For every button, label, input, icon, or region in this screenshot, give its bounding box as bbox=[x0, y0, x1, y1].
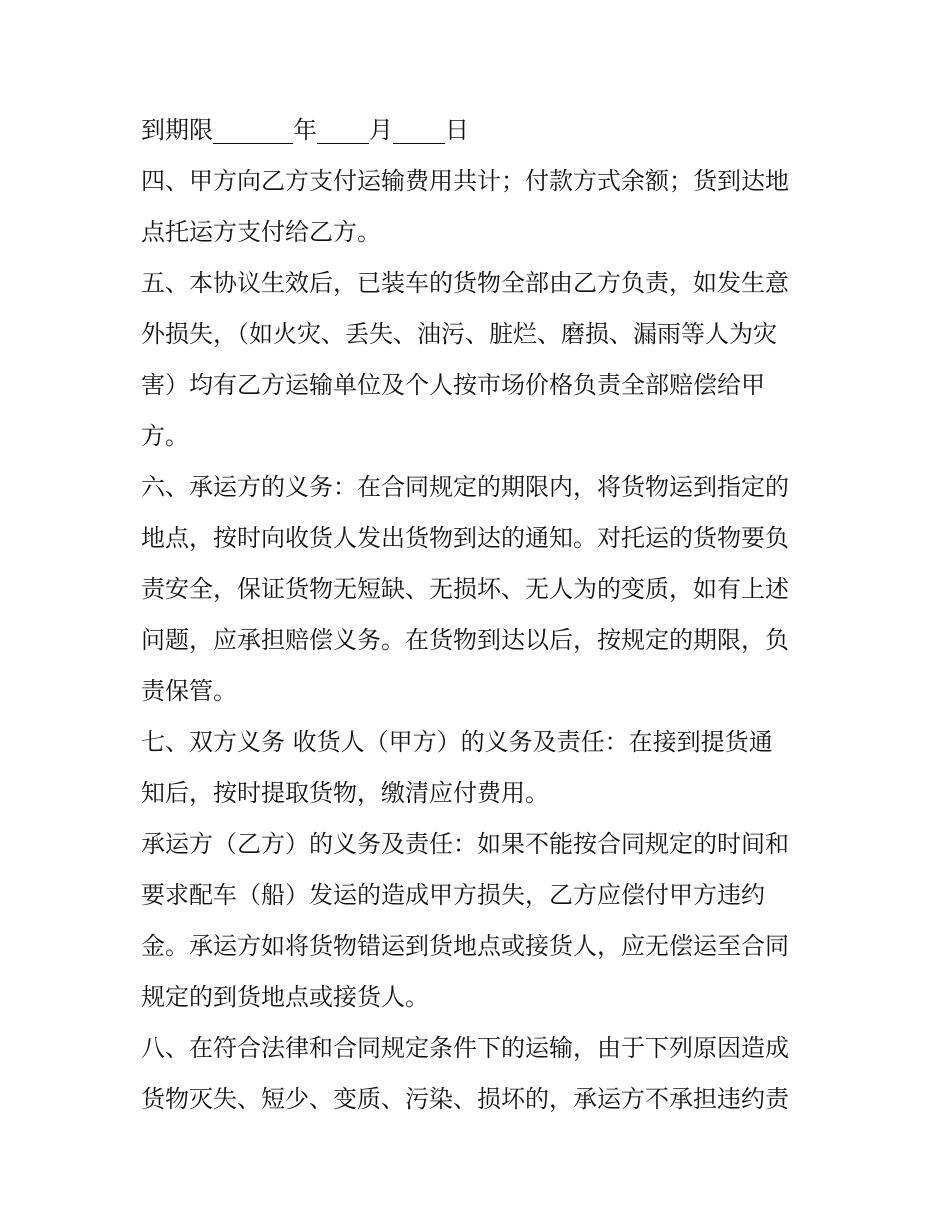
month-label: 月 bbox=[369, 116, 393, 144]
deadline-prefix: 到期限 bbox=[141, 116, 213, 144]
year-label: 年 bbox=[293, 116, 317, 144]
month-blank bbox=[317, 113, 369, 144]
text-line: 四、甲方向乙方支付运输费用共计；付款方式余额；货到达地 bbox=[141, 167, 789, 195]
year-blank bbox=[213, 113, 293, 144]
text-line: 八、在符合法律和合同规定条件下的运输，由于下列原因造成 bbox=[141, 1034, 789, 1062]
text-line: 规定的到货地点或接货人。 bbox=[141, 983, 429, 1011]
text-line: 外损失，（如火灾、丢失、油污、脏烂、磨损、漏雨等人为灾 bbox=[141, 320, 777, 348]
text-line: 知后，按时提取货物，缴清应付费用。 bbox=[141, 779, 549, 807]
text-line: 点托运方支付给乙方。 bbox=[141, 218, 381, 246]
text-line: 方。 bbox=[141, 422, 189, 450]
text-line: 金。承运方如将货物错运到货地点或接货人，应无偿运至合同 bbox=[141, 932, 789, 960]
text-line: 责保管。 bbox=[141, 677, 237, 705]
text-line: 害）均有乙方运输单位及个人按市场价格负责全部赔偿给甲 bbox=[141, 371, 765, 399]
text-line: 责安全，保证货物无短缺、无损坏、无人为的变质，如有上述 bbox=[141, 575, 789, 603]
text-line: 七、双方义务 收货人（甲方）的义务及责任：在接到提货通 bbox=[141, 728, 773, 756]
text-line: 六、承运方的义务：在合同规定的期限内，将货物运到指定的 bbox=[141, 473, 789, 501]
text-line: 地点，按时向收货人发出货物到达的通知。对托运的货物要负 bbox=[141, 524, 789, 552]
document-body bbox=[141, 105, 821, 1125]
text-line: 承运方（乙方）的义务及责任：如果不能按合同规定的时间和 bbox=[141, 830, 789, 858]
deadline-line bbox=[141, 105, 821, 156]
text-line: 要求配车（船）发运的造成甲方损失，乙方应偿付甲方违约 bbox=[141, 881, 765, 909]
day-label: 日 bbox=[445, 116, 469, 144]
text-line: 问题，应承担赔偿义务。在货物到达以后，按规定的期限，负 bbox=[141, 626, 789, 654]
day-blank bbox=[393, 113, 445, 144]
text-line: 货物灭失、短少、变质、污染、损坏的，承运方不承担违约责 bbox=[141, 1085, 789, 1113]
text-line: 五、本协议生效后，已装车的货物全部由乙方负责，如发生意 bbox=[141, 269, 789, 297]
